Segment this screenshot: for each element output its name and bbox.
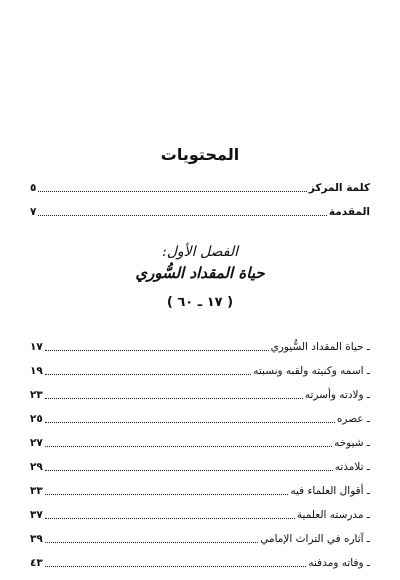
toc-entry xyxy=(30,483,370,499)
toc-entry-label: ـ عصره xyxy=(336,413,370,425)
dot-leader xyxy=(38,190,306,192)
toc-entry-center-word xyxy=(30,180,370,196)
toc-entry-label: ـ تلامذته xyxy=(334,461,370,473)
toc-entry-page: ٣٣ xyxy=(30,485,43,497)
toc-entry xyxy=(30,411,370,427)
toc-entry xyxy=(30,387,370,403)
toc-entry-label: ـ ولادته وأسرته xyxy=(304,389,370,401)
toc-entry-page: ٢٣ xyxy=(30,389,43,401)
chapter-title: حياة المقداد السُّوري xyxy=(135,264,265,282)
toc-entry xyxy=(30,507,370,523)
toc-entry-introduction xyxy=(30,204,370,220)
toc-entry-page: ٣٩ xyxy=(30,533,43,545)
toc-entry-label: كلمة المركز xyxy=(308,182,370,194)
dot-leader xyxy=(45,469,333,471)
toc-entry xyxy=(30,435,370,451)
dot-leader xyxy=(45,565,307,567)
toc-entry-page: ٤٣ xyxy=(30,557,43,569)
toc-entry-page: ٢٩ xyxy=(30,461,43,473)
toc-entry-label: المقدمة xyxy=(328,206,370,218)
toc-entry-page: ٥ xyxy=(30,182,37,194)
dot-leader xyxy=(38,214,327,216)
toc-entry-label: ـ وفاته ومدفنه xyxy=(308,557,370,569)
toc-entry-label: ـ حياة المقداد السُّيوري xyxy=(270,341,370,353)
toc-entry-page: ٧ xyxy=(30,206,37,218)
dot-leader xyxy=(45,373,251,375)
dot-leader xyxy=(45,517,295,519)
toc-entry-label: ـ مدرسته العلمية xyxy=(296,509,370,521)
dot-leader xyxy=(45,493,288,495)
toc-entry-page: ٢٧ xyxy=(30,437,43,449)
toc-entry-label: ـ أقوال العلماء فيه xyxy=(290,485,370,497)
toc-entry-label: ـ شيوخه xyxy=(334,437,370,449)
toc-entry xyxy=(30,363,370,379)
toc-entry-page: ٢٥ xyxy=(30,413,43,425)
toc-entry-page: ١٧ xyxy=(30,341,43,353)
toc-entry-label: ـ آثاره في التراث الإمامي xyxy=(260,533,370,545)
toc-entry-label: ـ اسمه وكنيته ولقبه ونسبته xyxy=(253,365,370,377)
toc-entry xyxy=(30,531,370,547)
toc-entry xyxy=(30,555,370,571)
toc-heading: المحتويات xyxy=(160,145,240,164)
dot-leader xyxy=(45,445,332,447)
toc-entry-page: ١٩ xyxy=(30,365,43,377)
dot-leader xyxy=(45,541,258,543)
chapter-years: ( ١٧ ـ ٦٠ ) xyxy=(166,295,234,310)
dot-leader xyxy=(45,421,335,423)
chapter-label: الفصل الأول: xyxy=(162,244,238,260)
dot-leader xyxy=(45,349,269,351)
toc-entry xyxy=(30,459,370,475)
dot-leader xyxy=(45,397,303,399)
toc-entry xyxy=(30,339,370,355)
toc-entry-page: ٣٧ xyxy=(30,509,43,521)
